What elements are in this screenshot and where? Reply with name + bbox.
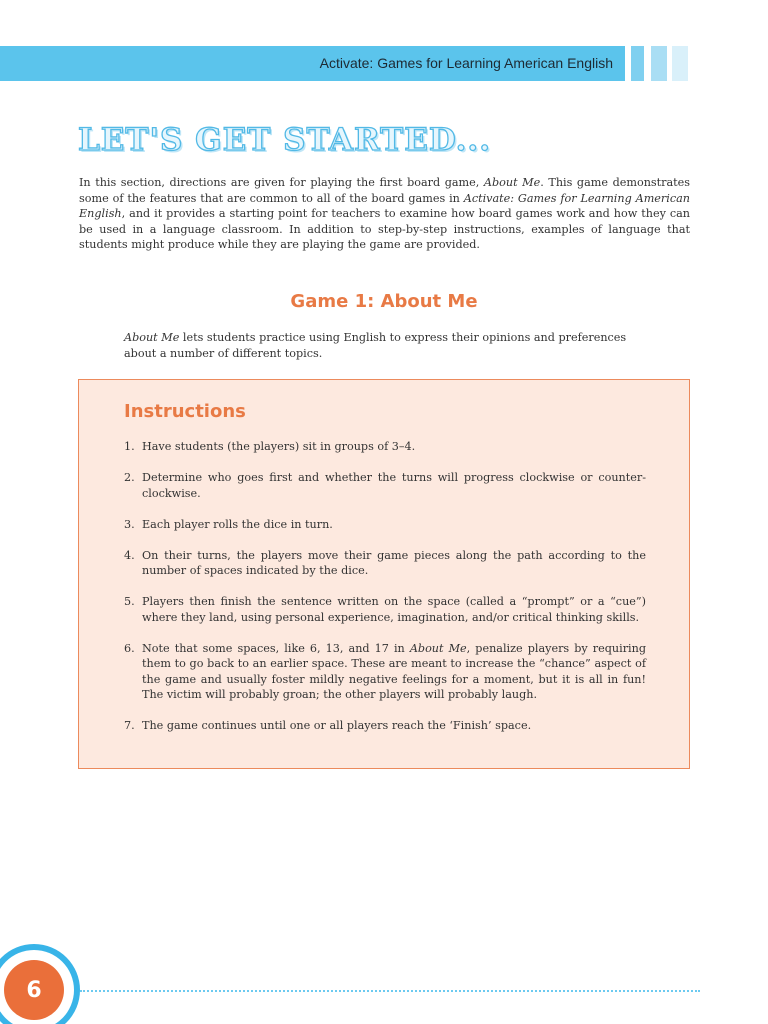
instruction-step <box>124 470 646 501</box>
game-name: About Me <box>409 641 467 655</box>
step-text: Each player rolls the dice in turn. <box>142 517 333 531</box>
page-number-badge <box>0 944 80 1024</box>
step-text: Note that some spaces, like 6, 13, and 17 in <box>142 641 410 655</box>
instructions-title: Instructions <box>124 401 246 422</box>
step-text: Determine who goes first and whether the turns will progress clockwise or counter-clockwise. <box>142 471 646 500</box>
game-name: About Me <box>483 176 541 189</box>
step-number: 4. <box>124 548 135 562</box>
step-number: 7. <box>124 719 135 732</box>
header-stripe <box>651 46 667 81</box>
game-description <box>124 330 654 361</box>
intro-text: In this section, directions are given for playing the first board game, <box>79 176 484 189</box>
section-title: LET'S GET STARTED... <box>78 122 492 158</box>
step-text: On their turns, the players move their game pieces along the path according to the number of spaces indicated by the dice. <box>142 548 646 577</box>
step-text: Players then finish the sentence written on the space (called a “prompt” or a “cue”) where they land, using personal experience, imagination, and/or critical thinking skills. <box>142 595 646 624</box>
instruction-step <box>124 594 646 625</box>
instruction-step <box>124 718 646 734</box>
intro-text: , and it provides a starting point for teachers to examine how board games work and how they can be used in a language classroom. In addition to step-by-step instructions, examples of language that students might produce while they are playing the game are provided. <box>79 207 690 251</box>
instruction-step <box>124 548 646 579</box>
header-title: Activate: Games for Learning American English <box>319 55 613 71</box>
step-text: Have students (the players) sit in groups of 3–4. <box>142 440 416 453</box>
step-number: 1. <box>124 440 135 453</box>
step-text: , penalize players by requiring them to go back to an earlier space. These are meant to increase the “chance” aspect of the game and usually foster mildly negative feelings for a moment, but it is all in fun! The victim will probably groan; the other players will probably laugh. <box>142 641 646 701</box>
game-description-text: lets students practice using English to express their opinions and preferences about a number of different topics. <box>124 331 627 360</box>
step-text: The game continues until one or all players reach the ‘Finish’ space. <box>142 719 532 732</box>
header-stripe <box>672 46 688 81</box>
step-number: 6. <box>124 641 135 655</box>
footer-dotted-line <box>80 990 700 992</box>
step-number: 2. <box>124 471 135 484</box>
step-number: 3. <box>124 517 135 531</box>
book-title: Activate: Games for Learning American English <box>79 191 690 220</box>
header-stripe <box>631 46 644 81</box>
page-number: 6 <box>4 960 64 1020</box>
game-name: About Me <box>124 331 180 344</box>
intro-paragraph <box>79 175 690 253</box>
instruction-step <box>124 641 646 703</box>
instructions-list <box>124 439 646 749</box>
instruction-step <box>124 517 646 533</box>
page-number-ring <box>0 950 74 1024</box>
header-bar <box>0 46 625 81</box>
game-title: Game 1: About Me <box>290 291 478 312</box>
step-number: 5. <box>124 595 135 608</box>
instructions-box <box>78 379 690 769</box>
intro-text: . This game demonstrates some of the features that are common to all of the board games in <box>79 176 691 205</box>
instruction-step <box>124 439 646 455</box>
